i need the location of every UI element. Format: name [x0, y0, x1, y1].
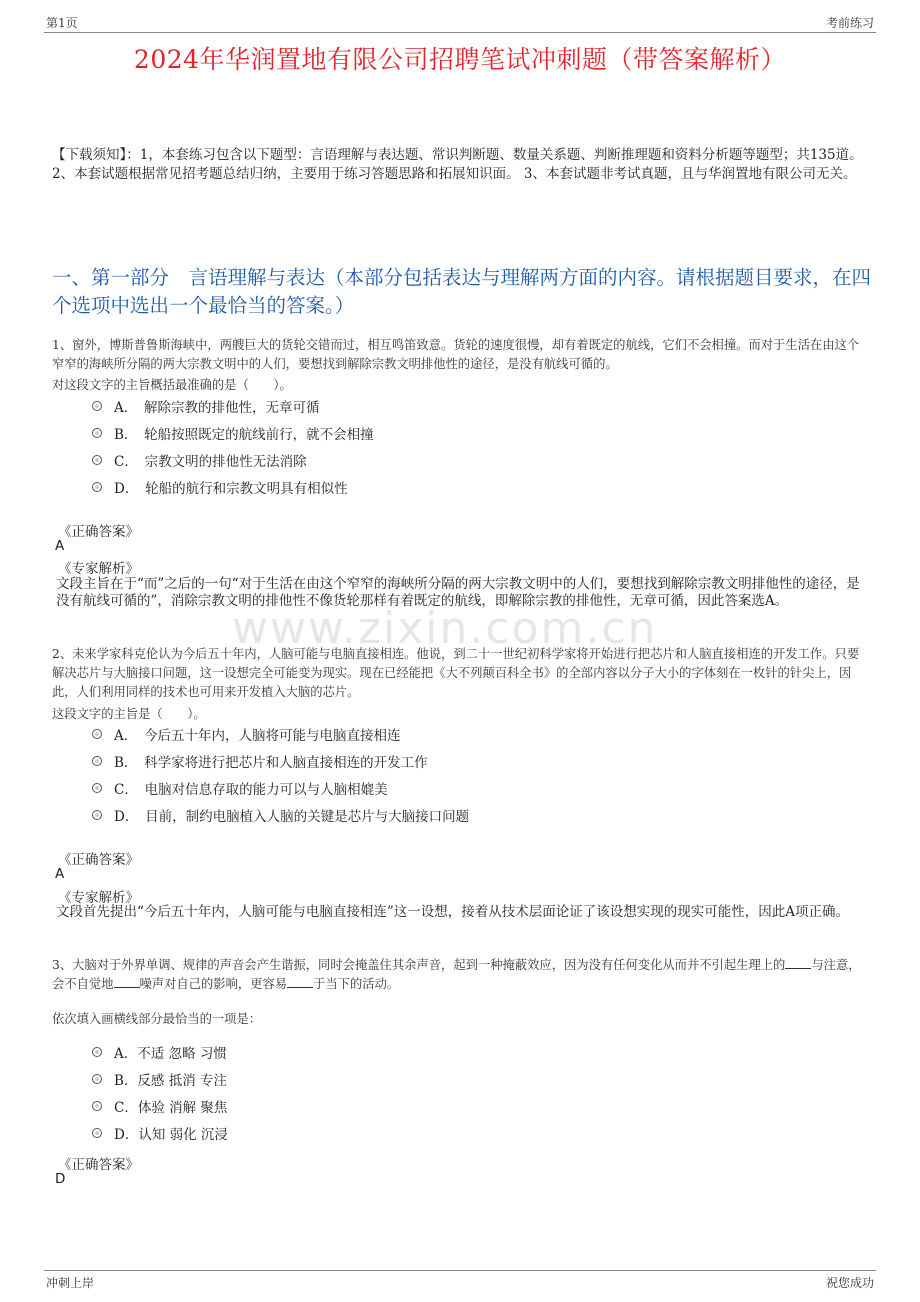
analysis-label: 《专家解析》: [58, 890, 139, 906]
blank-2: [114, 977, 140, 988]
option-a[interactable]: A． 解除宗教的排他性，无章可循: [92, 392, 374, 419]
blank-1: [785, 958, 811, 969]
section-heading: 一、第一部分 言语理解与表达（本部分包括表达与理解两方面的内容。请根据题目要求，在四个选项中选出一个最恰当的答案。）: [52, 266, 872, 317]
question-1-text: 1、窗外，博斯普鲁斯海峡中，两艘巨大的货轮交错而过，相互鸣笛致意。货轮的速度很慢，却有着既定的航线，它们不会相撞。而对于生活在由这个窄窄的海峡所分隔的两大宗教文明中的人们，要想找到解除宗教文明排他性的途径，是没有航线可循的。: [52, 338, 860, 371]
question-1-stem: 对这段文字的主旨概括最准确的是（ ）。: [52, 378, 292, 392]
radio-icon[interactable]: [92, 810, 102, 820]
radio-icon[interactable]: [92, 1128, 102, 1138]
page-footer: [44, 1270, 876, 1291]
radio-icon[interactable]: [92, 401, 102, 411]
page-header: [44, 12, 876, 33]
answer-value: D: [55, 1171, 66, 1187]
answer-label: 《正确答案》: [58, 1157, 139, 1173]
option-d[interactable]: D． 轮船的航行和宗教文明具有相似性: [92, 473, 374, 500]
radio-icon[interactable]: [92, 1074, 102, 1084]
option-b[interactable]: B． 轮船按照既定的航线前行，就不会相撞: [92, 419, 374, 446]
option-b[interactable]: B．反感 抵消 专注: [92, 1065, 228, 1092]
option-a[interactable]: A．不适 忽略 习惯: [92, 1038, 228, 1065]
analysis-text: 文段主旨在于“而”之后的一句“对于生活在由这个窄窄的海峡所分隔的两大宗教文明中的人们，要想找到解除宗教文明排他性的途径，是没有航线可循的”，消除宗教文明的排他性不像货轮那样有着既定的航线，即解除宗教的排他性，无章可循，因此答案选A。: [56, 576, 860, 609]
download-notice: 【下载须知】：1，本套练习包含以下题型：言语理解与表达题、常识判断题、数量关系题、判断推理题和资料分析题等题型；共135道。 2、本套试题根据常见招考题总结归纳，主要用于练习答题思路和拓展知识面。 3、本套试题非考试真题，且与华润置地有限公司无关。: [52, 147, 863, 182]
answer-value: A: [55, 538, 65, 554]
option-d[interactable]: D．认知 弱化 沉浸: [92, 1119, 228, 1146]
question-3-text: 3、大脑对于外界单调、规律的声音会产生谐振，同时会掩盖住其余声音，起到一种掩蔽效应，因为没有任何变化从而并不引起生理上的 与注意，会不自觉地 噪声对自己的影响，更容易 于当下的活动。: [52, 958, 861, 991]
header-tag: 考前练习: [825, 16, 874, 30]
document-title: 2024年华润置地有限公司招聘笔试冲刺题（带答案解析）: [133, 45, 787, 74]
option-c[interactable]: C． 电脑对信息存取的能力可以与人脑相媲美: [92, 774, 469, 801]
radio-icon[interactable]: [92, 428, 102, 438]
answer-label: 《正确答案》: [58, 852, 139, 868]
radio-icon[interactable]: [92, 729, 102, 739]
radio-icon[interactable]: [92, 783, 102, 793]
radio-icon[interactable]: [92, 1101, 102, 1111]
question-3-options: [92, 1038, 228, 1146]
option-d[interactable]: D． 目前，制约电脑植入人脑的关键是芯片与大脑接口问题: [92, 801, 469, 828]
option-b[interactable]: B． 科学家将进行把芯片和人脑直接相连的开发工作: [92, 747, 469, 774]
analysis-text: 文段首先提出“今后五十年内，人脑可能与电脑直接相连”这一设想，接着从技术层面论证了该设想实现的现实可能性，因此A项正确。: [56, 904, 850, 920]
radio-icon[interactable]: [92, 1047, 102, 1057]
blank-3: [287, 977, 313, 988]
question-2-stem: 这段文字的主旨是（ ）。: [52, 707, 206, 721]
question-2-text: 2、未来学家科克伦认为今后五十年内，人脑可能与电脑直接相连。他说，到二十一世纪初科学家将开始进行把芯片和人脑直接相连的开发工作。只要解决芯片与大脑接口问题，这一设想完全可能变为现实。现在已经能把《大不列颠百科全书》的全部内容以分子大小的字体刻在一枚针的针尖上，因此，人们利用同样的技术也可用来开发植入大脑的芯片。: [52, 647, 860, 699]
radio-icon[interactable]: [92, 455, 102, 465]
footer-right-text: 祝您成功: [825, 1276, 874, 1290]
option-c[interactable]: C． 宗教文明的排他性无法消除: [92, 446, 374, 473]
radio-icon[interactable]: [92, 756, 102, 766]
answer-value: A: [55, 866, 65, 882]
answer-label: 《正确答案》: [58, 524, 139, 540]
question-1-options: [92, 392, 374, 500]
option-a[interactable]: A． 今后五十年内，人脑将可能与电脑直接相连: [92, 720, 469, 747]
question-3-stem: 依次填入画横线部分最恰当的一项是：: [52, 1012, 262, 1026]
page-number: 第1页: [46, 16, 78, 30]
question-2-options: [92, 720, 469, 828]
watermark: www.zixin.com.cn: [232, 603, 658, 654]
footer-left-text: 冲刺上岸: [46, 1276, 95, 1290]
radio-icon[interactable]: [92, 482, 102, 492]
option-c[interactable]: C．体验 消解 聚焦: [92, 1092, 228, 1119]
analysis-label: 《专家解析》: [58, 561, 139, 577]
